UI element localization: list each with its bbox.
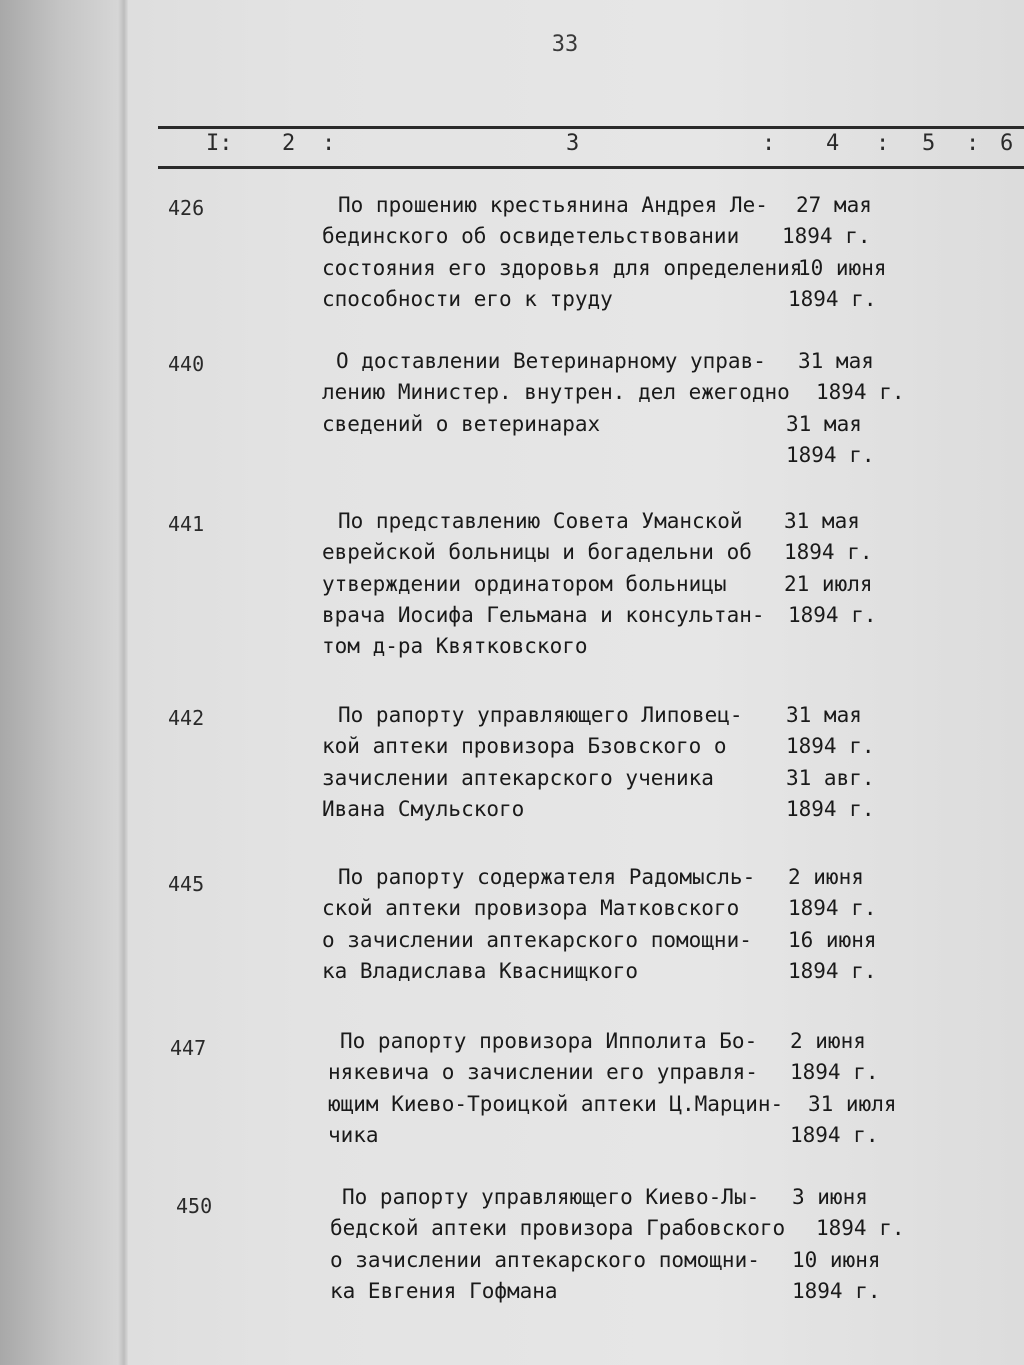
- entry-date: 1894 г.: [782, 224, 871, 249]
- entry-line: зачислении аптекарского ученика: [322, 765, 714, 790]
- header-top-rule: [158, 126, 1024, 129]
- entry-number: 450: [176, 1194, 213, 1218]
- column-separator: :: [762, 131, 776, 156]
- entry-line: о зачислении аптекарского помощни-: [322, 927, 752, 952]
- entry-dates: [790, 1026, 897, 1151]
- page-number: 33: [551, 32, 579, 57]
- entry-number: 440: [168, 352, 205, 376]
- entry-date: 31 мая: [784, 509, 860, 533]
- entry-date: 10 июня: [792, 1247, 881, 1272]
- entry-date: 1894 г.: [792, 1278, 881, 1303]
- entry-date: 21 июля: [784, 571, 873, 596]
- entry-date: 1894 г.: [788, 286, 877, 311]
- entry-line: По прошению крестьянина Андрея Ле-: [338, 193, 768, 217]
- column-1-label: I:: [206, 131, 233, 156]
- entry-date: 31 мая: [798, 349, 874, 373]
- entry-date: 10 июня: [798, 255, 887, 280]
- entry-number: 447: [170, 1036, 207, 1060]
- entry-line: По рапорту управляющего Киево-Лы-: [342, 1185, 760, 1209]
- entry-description: [322, 506, 765, 662]
- entry-date: 27 мая: [796, 193, 872, 217]
- header-bottom-rule: [158, 166, 1024, 169]
- entry-date: 16 июня: [788, 927, 877, 952]
- entry-number: 426: [168, 196, 205, 220]
- entry-line: бедской аптеки провизора Грабовского: [330, 1216, 786, 1241]
- entry-line: ка Евгения Гофмана: [330, 1278, 558, 1303]
- entry-date: 1894 г.: [786, 796, 875, 821]
- entry-dates: [788, 862, 877, 987]
- entry-date: 1894 г.: [786, 442, 875, 467]
- entry-line: някевича о зачислении его управля-: [328, 1060, 758, 1085]
- entry-date: 1894 г.: [816, 1216, 905, 1241]
- column-separator: :: [966, 131, 980, 156]
- entry-dates: [786, 700, 875, 825]
- entry-line: По рапорту управляющего Липовец-: [338, 703, 743, 727]
- entry-number: 445: [168, 872, 205, 896]
- entry-line: О доставлении Ветеринарному управ-: [336, 349, 766, 373]
- entry-date: 1894 г.: [790, 1060, 879, 1085]
- entry-dates: [782, 190, 887, 315]
- entry-date: 31 июля: [808, 1091, 897, 1116]
- entry-line: кой аптеки провизора Бзовского о: [322, 734, 727, 759]
- entry-line: чика: [328, 1122, 379, 1147]
- column-4-label: 4: [826, 131, 840, 156]
- entry-number: 441: [168, 512, 205, 536]
- entry-date: 1894 г.: [784, 540, 873, 565]
- entry-line: состояния его здоровья для определения: [322, 255, 803, 280]
- entry-line: ющим Киево-Троицкой аптеки Ц.Марцин-: [328, 1091, 784, 1116]
- entry-description: [322, 346, 790, 440]
- column-3-label: 3: [566, 131, 580, 156]
- column-separator: :: [322, 131, 336, 156]
- entry-date: 2 июня: [790, 1029, 866, 1053]
- entry-date: 1894 г.: [788, 602, 877, 627]
- entry-date: 31 авг.: [786, 765, 875, 790]
- entry-line: врача Иосифа Гельмана и консультан-: [322, 602, 765, 627]
- entry-line: По представлению Совета Уманской: [338, 509, 743, 533]
- entry-date: 31 мая: [786, 411, 862, 436]
- entry-line: сведений о ветеринарах: [322, 411, 601, 436]
- entry-line: лению Министер. внутрен. дел ежегодно: [322, 380, 790, 405]
- entry-date: 1894 г.: [816, 380, 905, 405]
- entry-line: о зачислении аптекарского помощни-: [330, 1247, 760, 1272]
- entry-description: [322, 190, 802, 315]
- entry-line: способности его к труду: [322, 286, 613, 311]
- column-2-label: 2: [282, 131, 296, 156]
- entry-line: еврейской больницы и богадельни об: [322, 540, 752, 565]
- column-6-label: 6: [1000, 131, 1014, 156]
- entry-date: 31 мая: [786, 703, 862, 727]
- entry-date: 2 июня: [788, 865, 864, 889]
- entry-line: утверждении ординатором больницы: [322, 571, 727, 596]
- entry-description: [326, 1182, 785, 1307]
- entry-dates: [792, 1182, 905, 1307]
- entry-line: том д-ра Квятковского: [322, 634, 588, 659]
- column-separator: :: [876, 131, 890, 156]
- entry-line: По рапорту провизора Ипполита Бо-: [340, 1029, 758, 1053]
- entry-dates: [782, 346, 905, 471]
- column-5-label: 5: [922, 131, 936, 156]
- entry-description: [322, 700, 743, 825]
- entry-description: [322, 1026, 783, 1151]
- entry-line: бединского об освидетельствовании: [322, 224, 740, 249]
- entry-date: 1894 г.: [788, 958, 877, 983]
- entry-description: [322, 862, 755, 987]
- entry-line: ской аптеки провизора Матковского: [322, 896, 740, 921]
- entry-date: 1894 г.: [788, 896, 877, 921]
- binding-shadow: [0, 0, 128, 1365]
- entry-date: 3 июня: [792, 1185, 868, 1209]
- entry-line: Ивана Смульского: [322, 796, 525, 821]
- entry-dates: [784, 506, 877, 631]
- entry-date: 1894 г.: [790, 1122, 879, 1147]
- entry-line: По рапорту содержателя Радомысль-: [338, 865, 756, 889]
- entry-date: 1894 г.: [786, 734, 875, 759]
- entry-number: 442: [168, 706, 205, 730]
- entry-line: ка Владислава Кваснищкого: [322, 958, 639, 983]
